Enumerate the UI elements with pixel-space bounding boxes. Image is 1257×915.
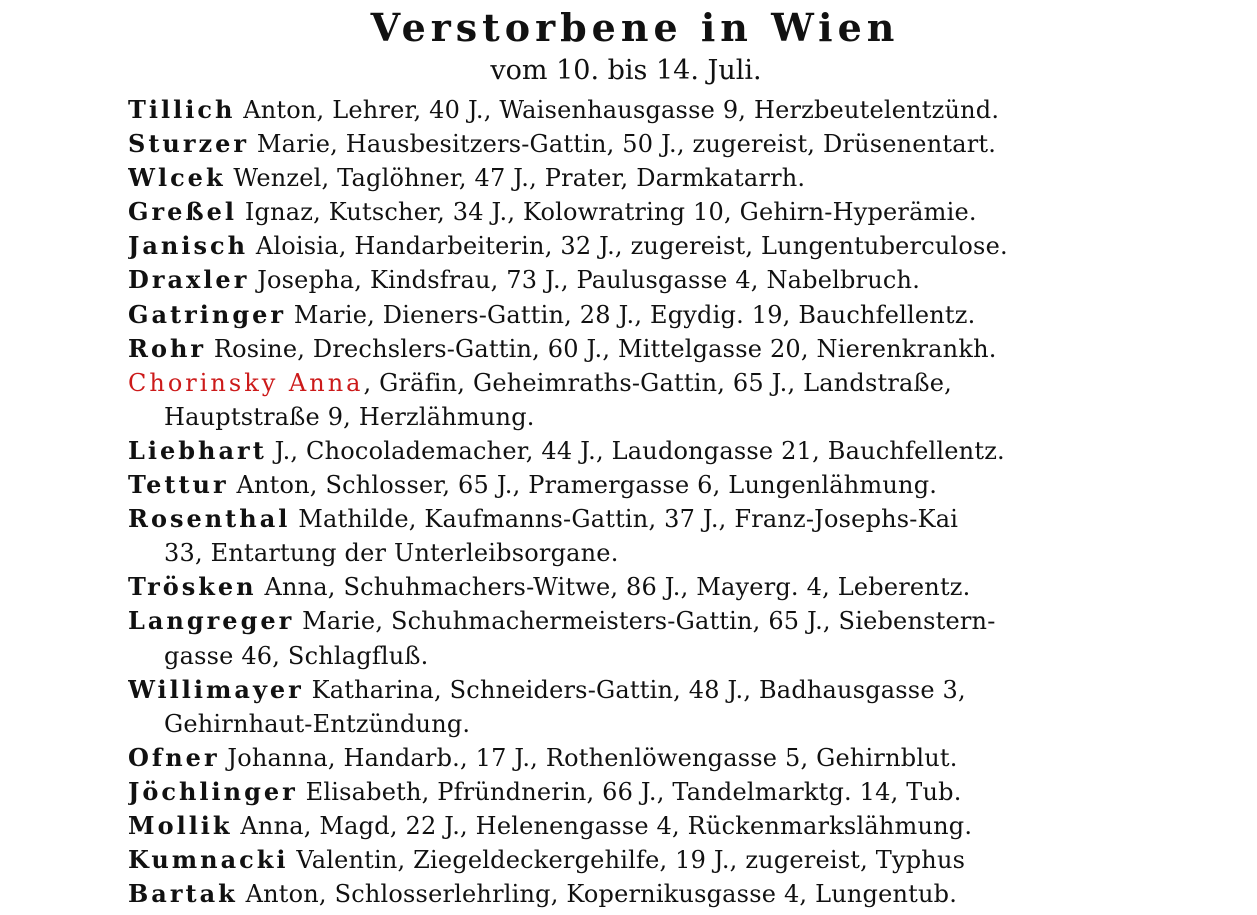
surname: Liebhart <box>128 435 267 465</box>
notice-details: Ignaz, Kutscher, 34 J., Kolowratring 10, Gehirn-Hyperämie. <box>237 198 977 227</box>
notice-details: Anna, Schuhmachers-Witwe, 86 J., Mayerg. 4, Leberentz. <box>256 573 971 602</box>
notice-continuation <box>128 707 1158 741</box>
surname: Willimayer <box>128 674 304 704</box>
notice-details: Mathilde, Kaufmanns-Gattin, 37 J., Franz-Josephs-Kai <box>290 505 959 534</box>
notice-line-17 <box>128 775 1158 809</box>
notice-line-19 <box>128 843 1158 877</box>
notice-line-3 <box>128 161 1158 195</box>
surname: Jöchlinger <box>128 776 298 806</box>
surname: Bartak <box>128 879 238 909</box>
surname: Ofner <box>128 742 220 772</box>
notice-details: 33, Entartung der Unterleibsorgane. <box>164 539 619 568</box>
surname: Tillich <box>128 95 236 124</box>
notice-details: Josepha, Kindsfrau, 73 J., Paulusgasse 4, Nabelbruch. <box>249 266 921 295</box>
notice-details: Marie, Hausbesitzers-Gattin, 50 J., zugereist, Drüsenentart. <box>249 130 997 159</box>
notice-details: Rosine, Drechslers-Gattin, 60 J., Mittelgasse 20, Nierenkrankh. <box>206 334 997 363</box>
notice-details: Anna, Magd, 22 J., Helenengasse 4, Rückenmarkslähmung. <box>232 811 973 840</box>
notice-line-13 <box>128 570 1158 604</box>
surname: Mollik <box>128 810 233 840</box>
notice-line-4 <box>128 195 1158 229</box>
death-notice-list <box>128 93 1158 911</box>
notice-details: Aloisia, Handarbeiterin, 32 J., zugereist, Lungentuberculose. <box>248 232 1008 261</box>
notice-continuation <box>128 536 1158 570</box>
notice-line-10 <box>128 434 1158 468</box>
notice-details: J., Chocolademacher, 44 J., Laudongasse 21, Bauchfellentz. <box>266 436 1005 465</box>
notice-details: Katharina, Schneiders-Gattin, 48 J., Badhausgasse 3, <box>303 675 966 704</box>
notice-line-9-highlighted <box>128 366 1158 400</box>
notice-continuation <box>128 639 1158 673</box>
date-range-subtitle: vom 10. bis 14. Juli. <box>490 55 762 86</box>
notice-details: , Gräfin, Geheimraths-Gattin, 65 J., Landstraße, <box>363 368 952 397</box>
notice-line-2 <box>128 127 1158 161</box>
surname: Rosenthal <box>128 504 291 534</box>
highlighted-name: Chorinsky Anna <box>128 368 364 397</box>
surname: Sturzer <box>128 129 250 159</box>
notice-line-14 <box>128 604 1158 638</box>
notice-line-1 <box>128 93 1158 127</box>
notice-details: Hauptstraße 9, Herzlähmung. <box>164 402 535 431</box>
notice-details: Elisabeth, Pfründnerin, 66 J., Tandelmarktg. 14, Tub. <box>297 777 962 806</box>
notice-continuation <box>128 400 1158 434</box>
surname: Greßel <box>128 197 238 227</box>
surname: Janisch <box>128 231 249 261</box>
notice-line-7 <box>128 298 1158 332</box>
notice-details: Gehirnhaut-Entzündung. <box>164 709 471 738</box>
notice-details: Anton, Schlosserlehrling, Kopernikusgasse 4, Lungentub. <box>237 880 958 909</box>
notice-details: Marie, Schuhmachermeisters-Gattin, 65 J., Siebenstern- <box>294 607 996 636</box>
surname: Tettur <box>128 470 229 500</box>
page-title: Verstorbene in Wien <box>370 5 900 50</box>
surname: Trösken <box>128 572 257 602</box>
surname: Rohr <box>128 333 207 363</box>
surname: Wlcek <box>128 163 226 193</box>
notice-line-16 <box>128 741 1158 775</box>
surname: Draxler <box>128 265 250 295</box>
notice-line-11 <box>128 468 1158 502</box>
notice-details: Anton, Schlosser, 65 J., Pramergasse 6, Lungenlähmung. <box>228 471 938 500</box>
notice-line-20 <box>128 877 1158 911</box>
notice-details: Marie, Dieners-Gattin, 28 J., Egydig. 19, Bauchfellentz. <box>286 300 976 329</box>
notice-line-8 <box>128 332 1158 366</box>
notice-line-18 <box>128 809 1158 843</box>
notice-details: Valentin, Ziegeldeckergehilfe, 19 J., zugereist, Typhus <box>288 846 966 875</box>
surname: Kumnacki <box>128 845 289 875</box>
notice-details: Johanna, Handarb., 17 J., Rothenlöwengasse 5, Gehirnblut. <box>219 743 958 772</box>
notice-details: Anton, Lehrer, 40 J., Waisenhausgasse 9, Herzbeutelentzünd. <box>235 96 1000 124</box>
surname: Gatringer <box>128 299 287 329</box>
notice-line-12 <box>128 502 1158 536</box>
notice-line-6 <box>128 263 1158 297</box>
surname: Langreger <box>128 606 295 636</box>
notice-details: gasse 46, Schlagfluß. <box>164 641 429 670</box>
notice-line-5 <box>128 229 1158 263</box>
notice-details: Wenzel, Taglöhner, 47 J., Prater, Darmkatarrh. <box>225 164 806 193</box>
notice-line-15 <box>128 673 1158 707</box>
